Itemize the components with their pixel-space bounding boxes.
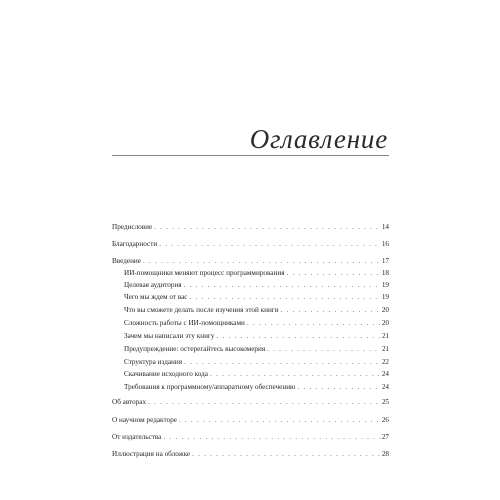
dot-leader [267, 344, 381, 355]
toc-entry-page: 27 [381, 433, 389, 441]
toc-entry-page: 16 [381, 240, 389, 248]
toc-entry-page: 21 [381, 332, 389, 340]
dot-leader [247, 318, 381, 329]
toc-entry-page: 26 [381, 416, 389, 424]
toc-entry-title: Структура издания [124, 358, 183, 366]
toc-entry-title: ИИ-помощники меняют процесс программирования [124, 269, 285, 277]
toc-entry-title: Целевая аудитория [124, 281, 182, 289]
toc-subentry[interactable] [124, 331, 389, 342]
dot-leader [189, 292, 380, 303]
toc-entry-page: 14 [381, 223, 389, 231]
toc-entry-title: Предисловие [112, 223, 153, 231]
toc-entry-page: 24 [381, 370, 389, 378]
toc-entry-page: 17 [381, 257, 389, 265]
toc-entry-page: 19 [381, 281, 389, 289]
dot-leader [154, 222, 381, 233]
toc-subentry[interactable] [124, 369, 389, 380]
dot-leader [148, 397, 381, 408]
dot-leader [216, 331, 380, 342]
dot-leader [184, 280, 381, 291]
dot-leader [210, 369, 381, 380]
toc-subentry[interactable] [124, 318, 389, 329]
toc-subentry[interactable] [124, 382, 389, 393]
toc-entry-page: 21 [381, 345, 389, 353]
toc-entry-page: 18 [381, 269, 389, 277]
toc-entry-title: От издательства [112, 433, 162, 441]
title-divider [112, 155, 389, 156]
toc-entry-page: 24 [381, 383, 389, 391]
toc-subentry[interactable] [124, 268, 389, 279]
toc-entry-from-publisher[interactable] [112, 432, 389, 443]
toc-entry-title: Об авторах [112, 398, 147, 406]
dot-leader [143, 256, 381, 267]
toc-entry-title: О научном редакторе [112, 416, 177, 424]
toc-entry-page: 19 [381, 293, 389, 301]
dot-leader [297, 382, 380, 393]
toc-subentry[interactable] [124, 357, 389, 368]
toc-entry-title: Введение [112, 257, 141, 265]
toc-subentry[interactable] [124, 305, 389, 316]
toc-entry-title: Зачем мы написали эту книгу [124, 332, 215, 340]
dot-leader [163, 432, 380, 443]
toc-entry-preface[interactable] [112, 222, 389, 233]
toc-entry-title: Требования к программному/аппаратному обеспечению [124, 383, 296, 391]
toc-entry-title: Что вы сможете делать после изучения этой книги [124, 306, 279, 314]
toc-subentry[interactable] [124, 280, 389, 291]
dot-leader [159, 239, 381, 250]
toc-entry-page: 20 [381, 319, 389, 327]
toc-entry-acknowledgements[interactable] [112, 239, 389, 250]
toc-entry-cover-illustration[interactable] [112, 449, 389, 460]
dot-leader [192, 449, 381, 460]
toc-entry-page: 22 [381, 358, 389, 366]
page-title: Оглавление [249, 124, 388, 154]
toc-entry-about-authors[interactable] [112, 397, 389, 408]
toc-entry-title: Иллюстрация на обложке [112, 450, 191, 458]
toc-entry-title: Сложность работы с ИИ-помощниками [124, 319, 245, 327]
dot-leader [184, 357, 381, 368]
toc-entry-title: Предупреждение: остерегайтесь высокомерия [124, 345, 266, 353]
toc-entry-title: Скачивание исходного кода [124, 370, 208, 378]
toc-entry-scientific-editor[interactable] [112, 415, 389, 426]
toc-entry-introduction[interactable] [112, 256, 389, 267]
toc-entry-page: 25 [381, 398, 389, 406]
toc-entry-title: Чего мы ждем от вас [124, 293, 188, 301]
dot-leader [281, 305, 381, 316]
toc-entry-page: 20 [381, 306, 389, 314]
toc-subentry[interactable] [124, 292, 389, 303]
dot-leader [287, 268, 381, 279]
toc-entry-page: 28 [381, 450, 389, 458]
toc-subentry[interactable] [124, 344, 389, 355]
toc-entry-title: Благодарности [112, 240, 158, 248]
dot-leader [179, 415, 381, 426]
